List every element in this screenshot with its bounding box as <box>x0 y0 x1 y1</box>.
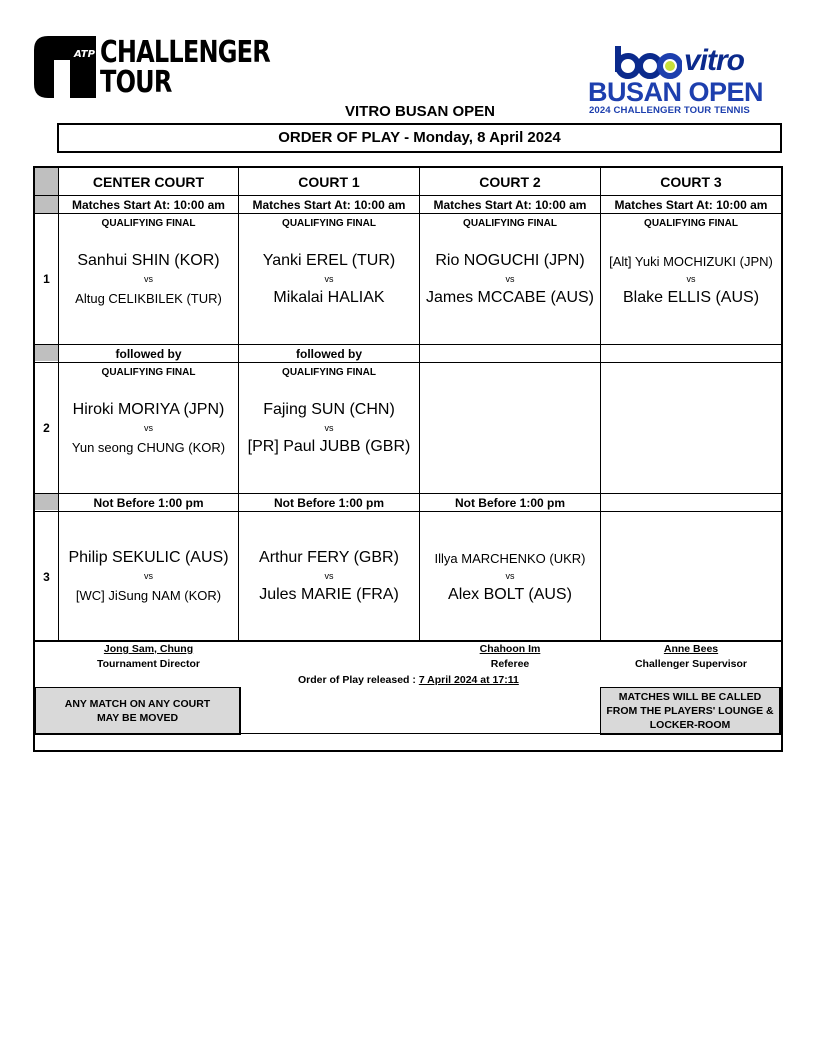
court-header-2: COURT 2 <box>479 174 541 190</box>
busan-logo-subtitle: 2024 CHALLENGER TOUR TENNIS <box>589 105 750 116</box>
player-1: Arthur FERY (GBR) <box>259 549 399 566</box>
busan-logo-brand: vitro <box>684 44 745 77</box>
vs-label: vs <box>505 274 515 284</box>
match-round: QUALIFYING FINAL <box>644 218 738 229</box>
referee-role: Referee <box>490 658 530 670</box>
player-1: Philip SEKULIC (AUS) <box>68 549 229 566</box>
referee-name: Chahoon Im <box>479 643 541 655</box>
grid-line <box>419 168 420 640</box>
match-round: QUALIFYING FINAL <box>101 367 196 378</box>
separator-shade-cell <box>35 493 58 510</box>
move-notice-text: ANY MATCH ON ANY COURT MAY BE MOVED <box>64 697 211 724</box>
vs-label: vs <box>686 274 696 284</box>
release-date: 7 April 2024 at 17:11 <box>418 674 519 686</box>
start-shade-cell <box>35 196 58 213</box>
supervisor-role: Challenger Supervisor <box>634 658 748 670</box>
atp-logo-line1: CHALLENGER <box>100 35 270 70</box>
order-of-play-title: ORDER OF PLAY - Monday, 8 April 2024 <box>57 123 782 153</box>
player-2: Alex BOLT (AUS) <box>448 586 572 603</box>
grid-line <box>35 493 781 494</box>
grid-line <box>35 511 781 512</box>
vs-label: vs <box>505 571 515 581</box>
not-before-label: Not Before 1:00 pm <box>273 496 385 510</box>
court-header-1: COURT 1 <box>298 174 360 190</box>
tennis-rings-icon <box>612 42 682 82</box>
player-2: [WC] JiSung NAM (KOR) <box>75 588 222 603</box>
start-time-court-3: Matches Start At: 10:00 am <box>614 198 768 212</box>
vs-label: vs <box>324 423 334 433</box>
vs-label: vs <box>144 423 153 433</box>
start-time-court-2: Matches Start At: 10:00 am <box>433 198 587 212</box>
player-1: Sanhui SHIN (KOR) <box>77 252 220 269</box>
start-time-center: Matches Start At: 10:00 am <box>72 198 225 212</box>
grid-line <box>35 362 781 363</box>
vs-label: vs <box>324 274 334 284</box>
court-header-center: CENTER COURT <box>92 174 205 190</box>
busan-logo-title: BUSAN OPEN <box>588 78 764 106</box>
busan-open-logo <box>588 42 782 118</box>
schedule-grid <box>33 166 783 752</box>
followed-by-label: followed by <box>115 347 182 361</box>
release-info <box>298 674 519 686</box>
grid-line <box>600 168 601 640</box>
start-time-court-1: Matches Start At: 10:00 am <box>252 198 406 212</box>
player-1: Fajing SUN (CHN) <box>263 401 395 418</box>
row-number: 2 <box>43 421 50 435</box>
match-round: QUALIFYING FINAL <box>282 367 376 378</box>
match-round: QUALIFYING FINAL <box>282 218 376 229</box>
player-1: Hiroki MORIYA (JPN) <box>72 401 225 418</box>
call-notice-text: MATCHES WILL BE CALLED FROM THE PLAYERS' LOUNGE & LOCKER-ROOM <box>606 690 774 731</box>
court-header-3: COURT 3 <box>660 174 722 190</box>
player-2: Mikalai HALIAK <box>273 289 385 306</box>
separator-shade-cell <box>35 344 58 361</box>
player-2: Jules MARIE (FRA) <box>259 586 399 603</box>
atp-mark-icon <box>34 36 96 98</box>
match-round: QUALIFYING FINAL <box>101 218 196 229</box>
row-number: 1 <box>43 272 50 286</box>
grid-line <box>35 640 781 642</box>
vs-label: vs <box>324 571 334 581</box>
grid-line <box>35 195 781 196</box>
svg-text:ATP: ATP <box>74 49 95 60</box>
player-1: Yanki EREL (TUR) <box>262 252 396 269</box>
player-1: Rio NOGUCHI (JPN) <box>435 252 585 269</box>
player-2: Blake ELLIS (AUS) <box>622 289 760 306</box>
grid-line <box>35 213 781 214</box>
tournament-title: VITRO BUSAN OPEN <box>344 103 495 120</box>
player-1: [Alt] Yuki MOCHIZUKI (JPN) <box>609 254 773 269</box>
not-before-label: Not Before 1:00 pm <box>454 496 566 510</box>
player-1: Illya MARCHENKO (UKR) <box>434 551 586 566</box>
atp-logo-line2: TOUR <box>100 65 172 100</box>
player-2: Altug CELIKBILEK (TUR) <box>75 291 222 306</box>
not-before-label: Not Before 1:00 pm <box>93 496 204 510</box>
director-role: Tournament Director <box>96 658 201 670</box>
vs-label: vs <box>144 571 153 581</box>
vs-label: vs <box>144 274 153 284</box>
followed-by-label: followed by <box>296 347 362 361</box>
player-2: [PR] Paul JUBB (GBR) <box>247 438 411 455</box>
move-notice <box>35 687 241 735</box>
header-shade-cell <box>35 168 58 195</box>
row-number: 3 <box>43 570 50 584</box>
call-notice <box>600 687 781 735</box>
release-label: Order of Play released : <box>298 674 416 686</box>
supervisor-name: Anne Bees <box>663 643 719 655</box>
director-name: Jong Sam, Chung <box>103 643 194 655</box>
player-2: James MCCABE (AUS) <box>425 289 595 306</box>
player-2: Yun seong CHUNG (KOR) <box>71 440 226 455</box>
match-round: QUALIFYING FINAL <box>463 218 557 229</box>
atp-challenger-logo <box>34 35 270 102</box>
grid-line <box>35 344 781 345</box>
